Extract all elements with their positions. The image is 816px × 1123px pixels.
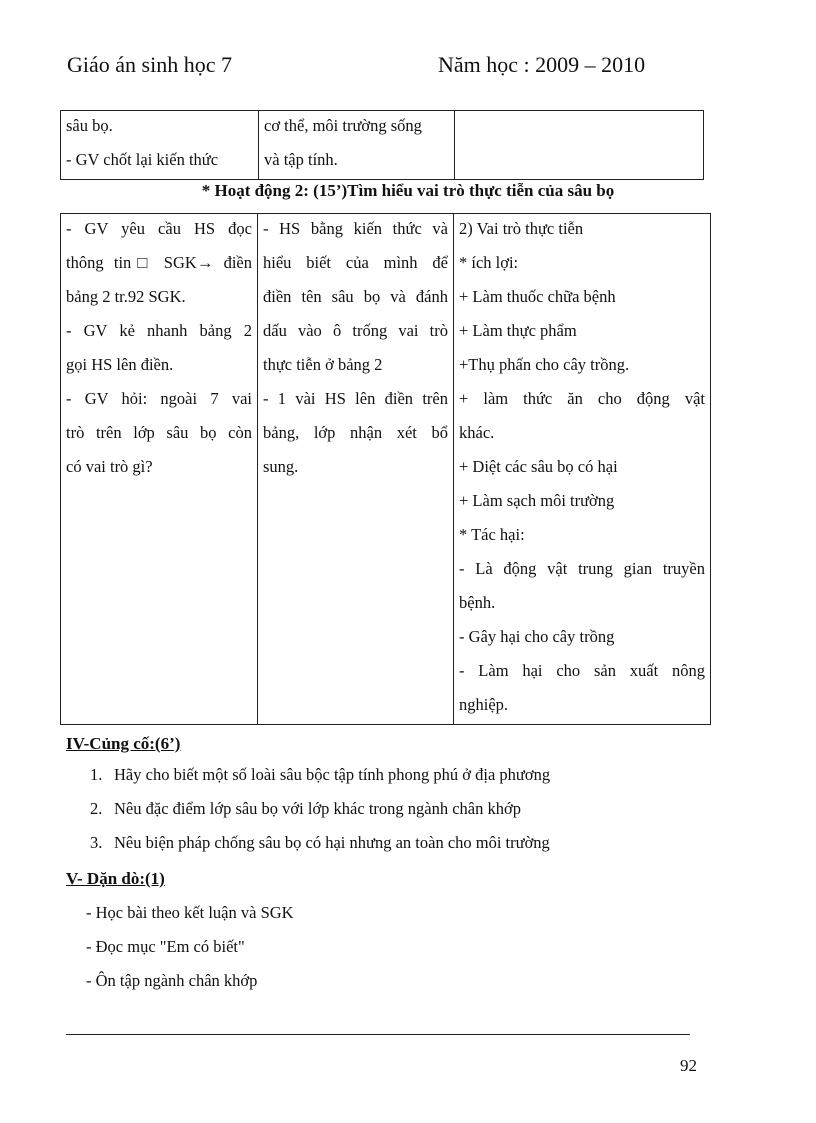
- item-number: 3.: [90, 833, 103, 852]
- activity-2-title: * Hoạt động 2: (15’)Tìm hiểu vai trò thực tiễn của sâu bọ: [201, 181, 615, 200]
- cell-line: - GV chốt lại kiến thức: [66, 150, 219, 169]
- cell-line: - Gây hại cho cây trồng: [459, 627, 615, 646]
- cell-line: dấu vào ô trống vai trò: [263, 321, 448, 340]
- cell-line: +Thụ phấn cho cây trồng.: [459, 355, 630, 374]
- cell-line: thực tiễn ở bảng 2: [263, 355, 383, 374]
- cell-line: bảng 2 tr.92 SGK.: [66, 287, 186, 306]
- cell-line: sâu bọ.: [66, 116, 113, 135]
- review-questions-list: [90, 760, 550, 862]
- header-school-year: Năm học : 2009 – 2010: [438, 52, 646, 77]
- cell-line: - 1 vài HS lên điền trên: [263, 389, 448, 408]
- cell-line: * Tác hại:: [459, 525, 525, 544]
- table-continued: [60, 110, 704, 180]
- section-5-title: V- Dặn dò:(1): [66, 869, 165, 888]
- cell-line: trò trên lớp sâu bọ còn: [66, 423, 252, 442]
- cell-line: - GV yêu cầu HS đọc: [66, 219, 252, 238]
- item-number: 1.: [90, 765, 103, 784]
- cell-line: bảng, lớp nhận xét bổ: [263, 423, 448, 442]
- page-number: 92: [680, 1056, 697, 1075]
- cell-line: sung.: [263, 457, 299, 476]
- cell-line: - Làm hại cho sản xuất nông: [459, 661, 705, 680]
- content-cell: [454, 214, 711, 725]
- list-item: - Đọc mục "Em có biết": [86, 937, 245, 956]
- student-activity-cell: [258, 214, 454, 725]
- cell-line: 2) Vai trò thực tiễn: [459, 219, 584, 238]
- table-row: [61, 214, 711, 725]
- cell-line: hiểu biết của mình để: [263, 253, 448, 272]
- cell-line: - HS bằng kiến thức và: [263, 219, 448, 238]
- item-text: Hãy cho biết một số loài sâu bộc tập tính phong phú ở địa phương: [114, 765, 551, 784]
- item-number: 2.: [90, 799, 103, 818]
- cell-line: thông tin□ SGK→ điền: [66, 253, 252, 272]
- list-item: [90, 760, 550, 794]
- cell-line: + Làm sạch môi trường: [459, 491, 615, 510]
- cell-line: - Là động vật trung gian truyền: [459, 559, 705, 578]
- list-item: - Ôn tập ngành chân khớp: [86, 971, 258, 990]
- teacher-activity-cell: [61, 214, 258, 725]
- homework-list: [86, 898, 294, 1000]
- footer-divider: [66, 1034, 690, 1035]
- cell-line: * ích lợi:: [459, 253, 519, 272]
- cell-line: khác.: [459, 423, 495, 442]
- cell-line: bệnh.: [459, 593, 496, 612]
- item-text: Nêu đặc điểm lớp sâu bọ với lớp khác trong ngành chân khớp: [114, 799, 521, 818]
- cell-line: cơ thể, môi trường sống: [264, 116, 422, 135]
- activity-2-table: [60, 213, 711, 725]
- list-item: [90, 794, 550, 828]
- student-activity-cell: [259, 111, 455, 180]
- cell-line: + Làm thuốc chữa bệnh: [459, 287, 616, 306]
- cell-line: - GV kẻ nhanh bảng 2: [66, 321, 252, 340]
- teacher-activity-cell: [61, 111, 259, 180]
- cell-line: nghiệp.: [459, 695, 509, 714]
- item-text: Nêu biện pháp chống sâu bọ có hại nhưng an toàn cho môi trường: [114, 833, 550, 852]
- cell-line: điền tên sâu bọ và đánh: [263, 287, 448, 306]
- list-item: [90, 828, 550, 862]
- cell-line: gọi HS lên điền.: [66, 355, 174, 374]
- list-item: - Học bài theo kết luận và SGK: [86, 903, 294, 922]
- cell-line: - GV hỏi: ngoài 7 vai: [66, 389, 252, 408]
- cell-line: + làm thức ăn cho động vật: [459, 389, 705, 408]
- cell-line: + Làm thực phẩm: [459, 321, 577, 340]
- header-subject: Giáo án sinh học 7: [67, 52, 232, 77]
- cell-line: + Diệt các sâu bọ có hại: [459, 457, 618, 476]
- cell-line: và tập tính.: [264, 150, 338, 169]
- cell-line: có vai trò gì?: [66, 457, 153, 476]
- content-cell: [455, 111, 704, 180]
- section-4-title: IV-Củng cố:(6’): [66, 734, 181, 753]
- table-row: [61, 111, 704, 180]
